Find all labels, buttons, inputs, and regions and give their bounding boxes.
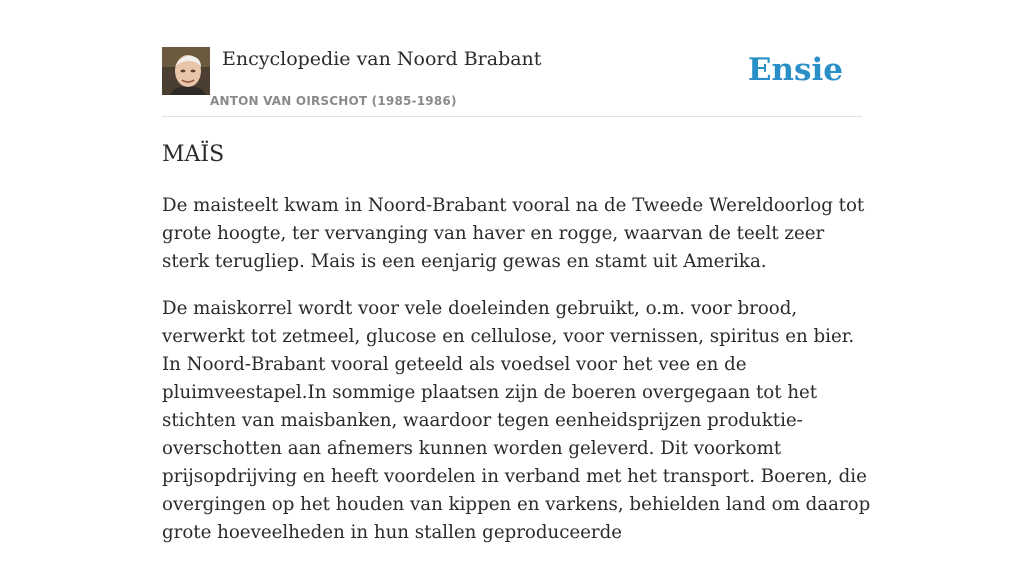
ensie-logo[interactable]: Ensie [747,52,843,88]
entry-title: MAÏS [162,142,225,167]
source-title[interactable]: Encyclopedie van Noord Brabant [222,48,542,70]
author-avatar[interactable] [162,47,210,95]
author-credit[interactable]: ANTON VAN OIRSCHOT (1985-1986) [210,94,457,108]
entry-header [162,46,862,117]
author-portrait-icon [162,47,210,95]
entry-paragraph: De maiskorrel wordt voor vele doeleinden gebruikt, o.m. voor brood, verwerkt tot zetmeel, glucose en cellulose, voor vernissen, spiritus en bier. In Noord-Brabant vooral geteeld als voedsel voor het vee en de pluimveestapel.In sommige plaatsen zijn de boeren overgegaan tot het stichten van maisbanken, waardoor tegen eenheidsprijzen produktie-overschotten aan afnemers kunnen worden geleverd. Dit voorkomt prijsopdrijving en heeft voordelen in verband met het transport. Boeren, die overgingen op het houden van kippen en varkens, behielden land om daarop grote hoeveelheden in hun stallen geproduceerde [162,298,871,543]
entry-body [162,192,872,566]
entry-paragraph: De maisteelt kwam in Noord-Brabant vooral na de Tweede Wereldoorlog tot grote hoogte, ter vervanging van haver en rogge, waarvan de teelt zeer sterk terugliep. Mais is een eenjarig gewas en stamt uit Amerika. [162,195,865,272]
